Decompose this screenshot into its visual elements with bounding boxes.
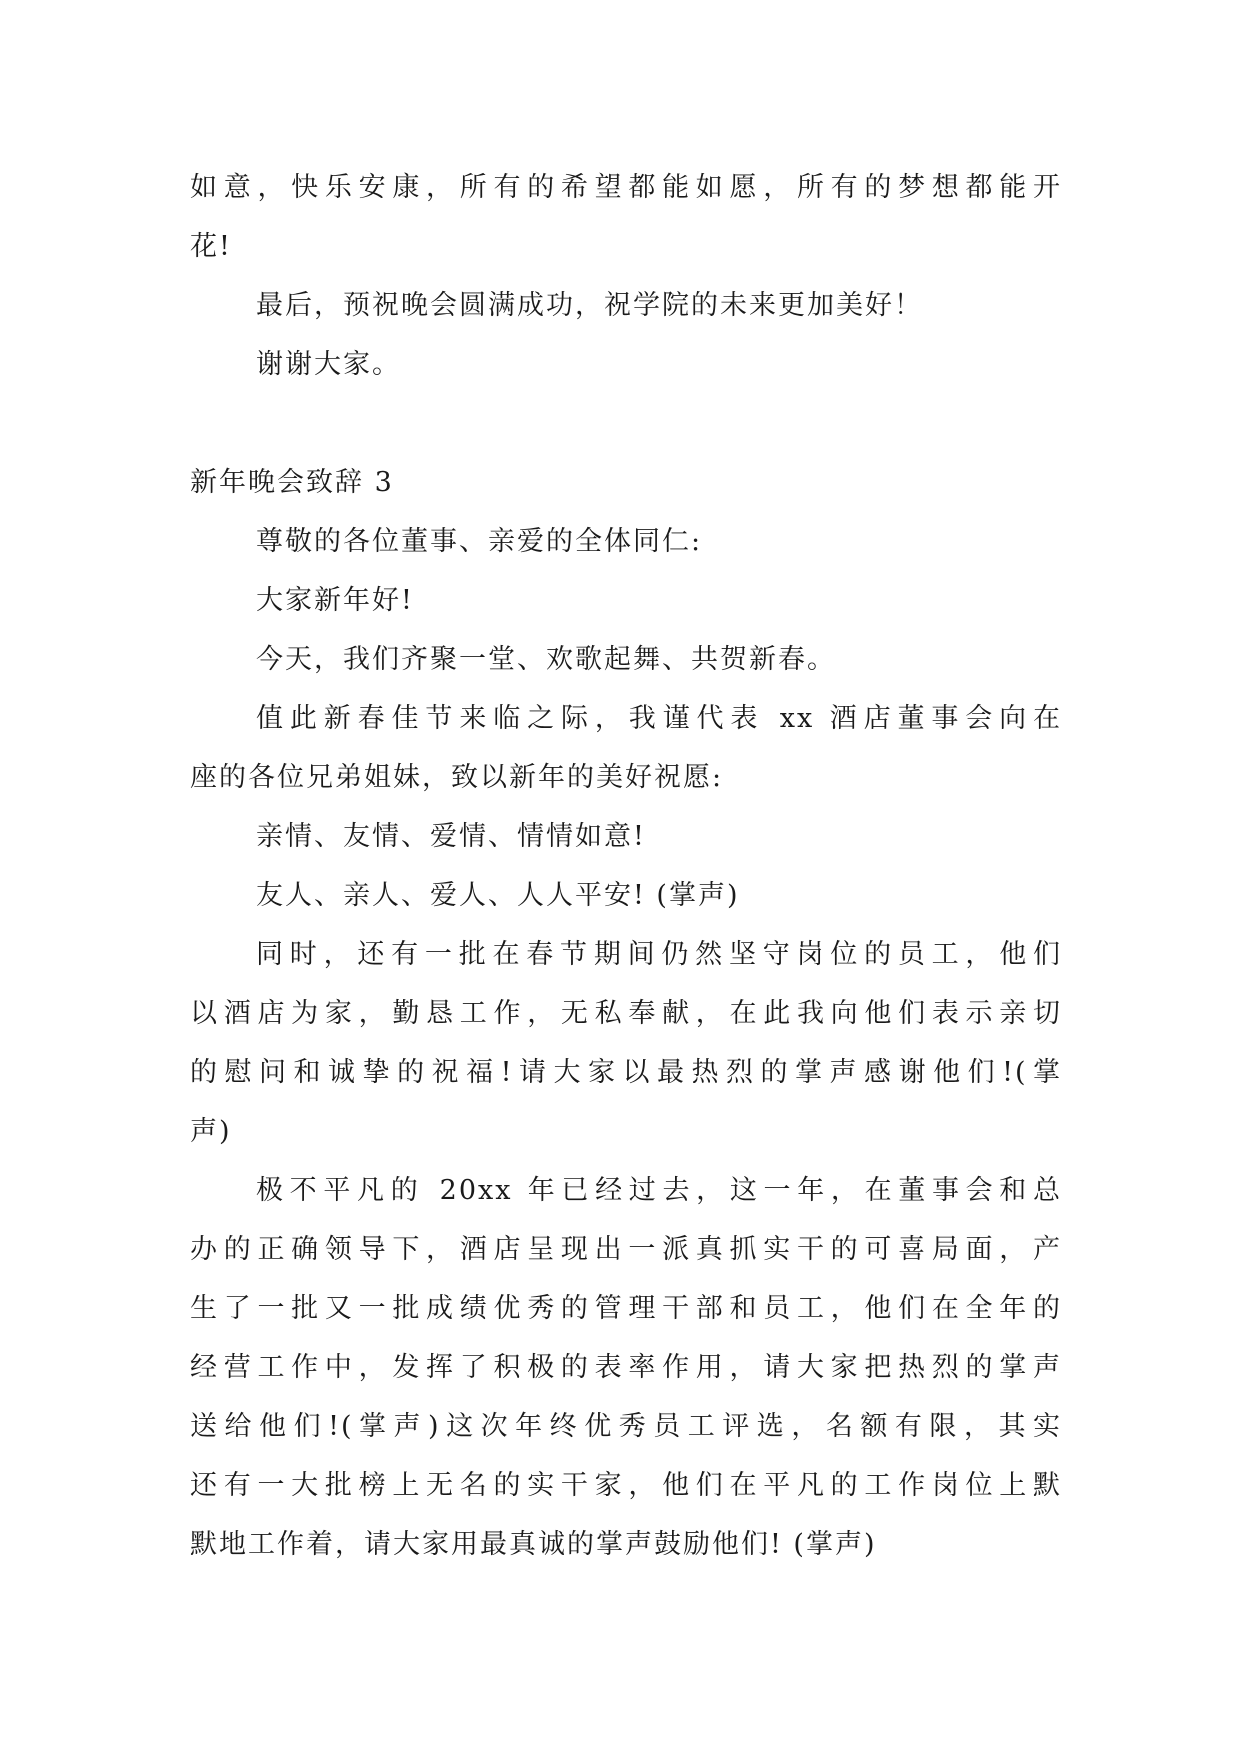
blessing-line: 亲情、友情、爱情、情情如意!: [256, 821, 646, 852]
today-line: 今天，我们齐聚一堂、欢歌起舞、共贺新春。: [256, 644, 836, 675]
closing-wish: 最后，预祝晚会圆满成功，祝学院的未来更加美好！: [256, 290, 923, 321]
greeting-line: 尊敬的各位董事、亲爱的全体同仁:: [256, 526, 703, 557]
section-spacer: [190, 394, 1062, 453]
paragraph-line: 如意，快乐安康，所有的希望都能如愿，所有的梦想都能开: [190, 172, 1062, 203]
paragraph-line: 以酒店为家，勤恳工作，无私奉献，在此我向他们表示亲切: [190, 998, 1062, 1029]
paragraph-line: 声): [190, 1116, 232, 1147]
paragraph-line: 座的各位兄弟姐妹，致以新年的美好祝愿:: [190, 762, 724, 793]
document-body: [190, 158, 1062, 1574]
section-title: 新年晚会致辞 3: [190, 467, 394, 498]
paragraph-line: 生了一批又一批成绩优秀的管理干部和员工，他们在全年的: [190, 1293, 1062, 1324]
blessing-line: 友人、亲人、爱人、人人平安! (掌声): [256, 880, 740, 911]
paragraph-line: 默地工作着，请大家用最真诚的掌声鼓励他们! (掌声): [190, 1529, 877, 1560]
paragraph-line: 花!: [190, 231, 232, 262]
thanks-line: 谢谢大家。: [256, 349, 401, 380]
paragraph-line: 还有一大批榜上无名的实干家，他们在平凡的工作岗位上默: [190, 1470, 1062, 1501]
paragraph-line: 的慰问和诚挚的祝福!请大家以最热烈的掌声感谢他们!(掌: [190, 1057, 1062, 1088]
paragraph-line: 经营工作中，发挥了积极的表率作用，请大家把热烈的掌声: [190, 1352, 1062, 1383]
paragraph-line: 同时，还有一批在春节期间仍然坚守岗位的员工，他们: [256, 939, 1062, 970]
paragraph-line: 送给他们!(掌声)这次年终优秀员工评选，名额有限，其实: [190, 1411, 1062, 1442]
paragraph-line: 办的正确领导下，酒店呈现出一派真抓实干的可喜局面，产: [190, 1234, 1062, 1265]
new-year-line: 大家新年好!: [256, 585, 414, 616]
paragraph-line: 极不平凡的 20xx 年已经过去，这一年，在董事会和总: [256, 1175, 1062, 1206]
paragraph-line: 值此新春佳节来临之际，我谨代表 xx 酒店董事会向在: [256, 703, 1062, 734]
